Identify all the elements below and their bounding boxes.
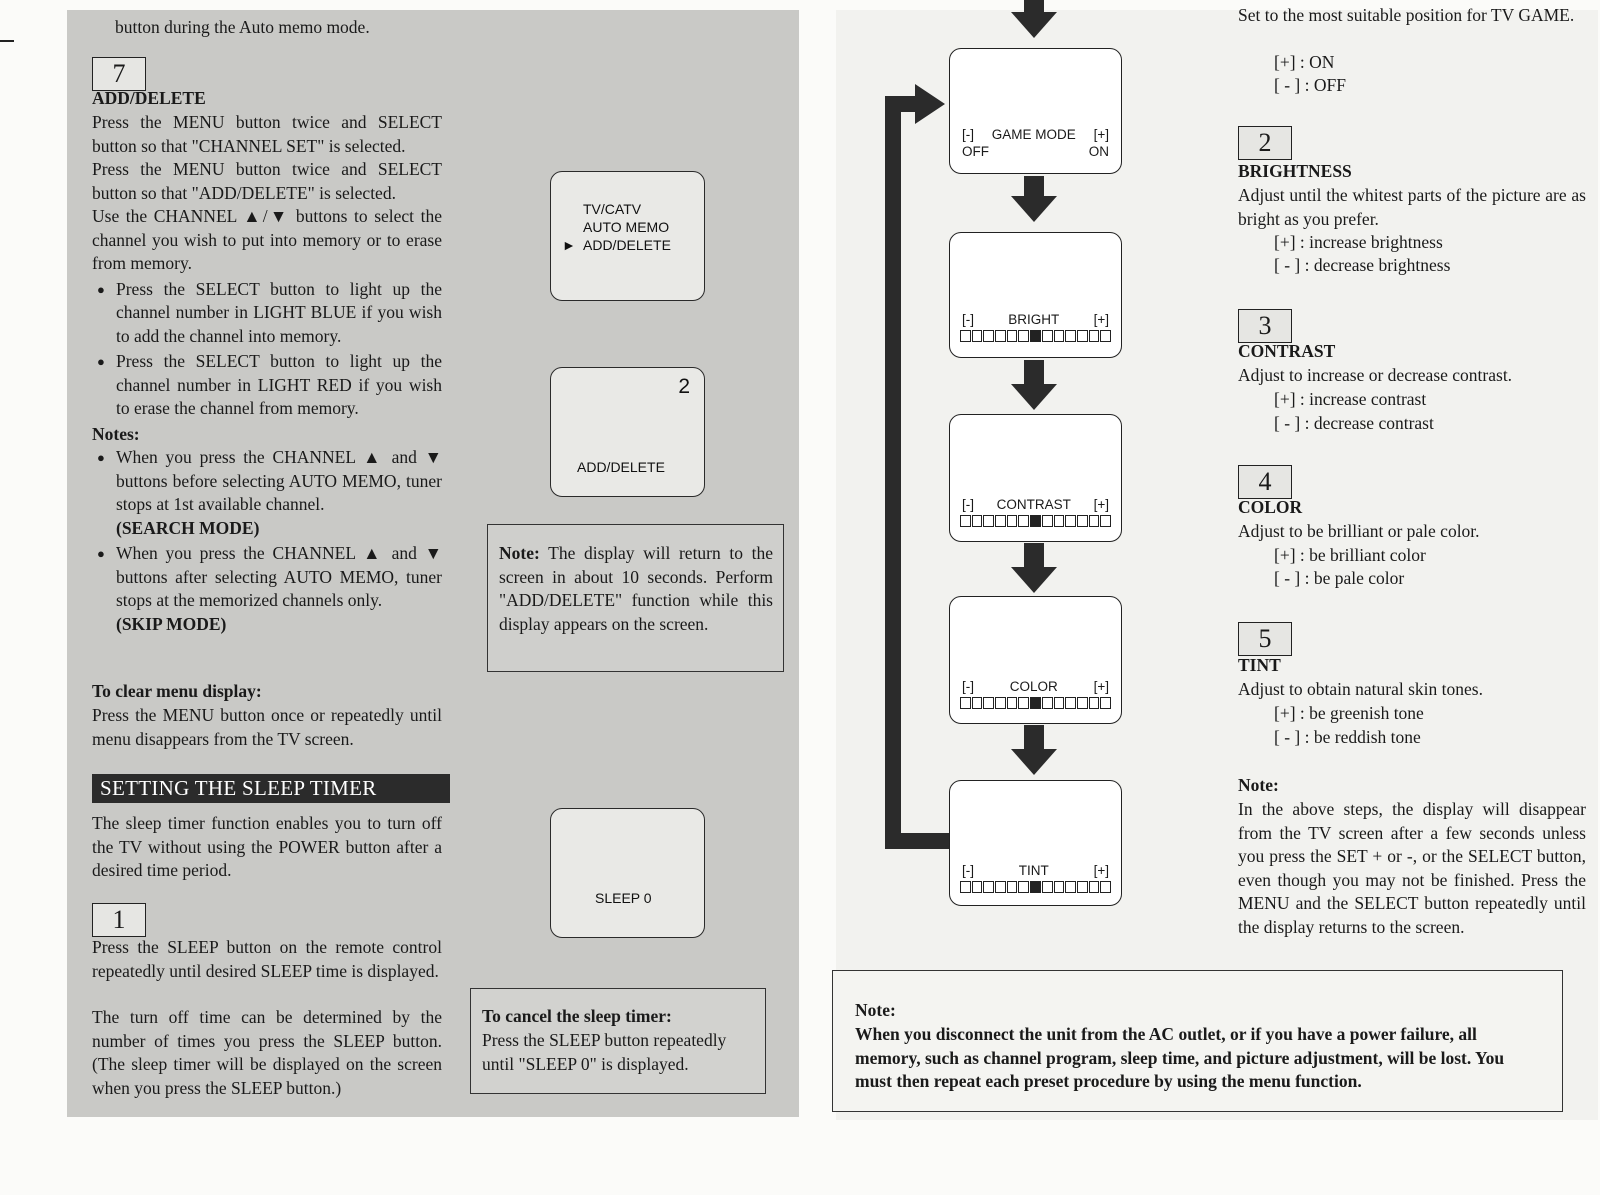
color-text: Adjust to be brilliant or pale color. xyxy=(1238,521,1480,541)
sleep-step-text-1: Press the SLEEP button on the remote control repeatedly until desired SLEEP time is displayed. xyxy=(92,937,442,981)
cancel-sleep-box xyxy=(470,988,766,1094)
sleep-timer-section-title: SETTING THE SLEEP TIMER xyxy=(92,774,450,803)
power-failure-note-label: Note: xyxy=(855,1000,896,1020)
level-cell xyxy=(995,330,1006,342)
color-label: COLOR xyxy=(1009,679,1058,694)
brightness-text: Adjust until the whitest parts of the picture are as bright as you prefer. xyxy=(1238,185,1586,229)
game-off-text: [ - ] : OFF xyxy=(1274,75,1346,95)
level-cell xyxy=(1077,330,1088,342)
level-cell xyxy=(1077,881,1088,893)
level-cell xyxy=(983,330,994,342)
bright-screen xyxy=(949,232,1122,358)
level-cell xyxy=(995,515,1006,527)
contrast-screen xyxy=(949,414,1122,542)
contrast-text: Adjust to increase or decrease contrast. xyxy=(1238,365,1513,385)
level-cell xyxy=(1030,330,1041,342)
add-delete-screen-label: ADD/DELETE xyxy=(577,459,665,475)
tint-heading: TINT xyxy=(1238,655,1281,675)
game-on-option xyxy=(1238,51,1334,75)
game-label: GAME MODE xyxy=(991,127,1076,142)
loop-arrow-bottom xyxy=(885,833,951,849)
level-cell xyxy=(972,330,983,342)
level-cell xyxy=(1089,515,1100,527)
sleep-intro-text: The sleep timer function enables you to turn off the TV without using the POWER button after a desired time period. xyxy=(92,813,442,880)
brightness-heading: BRIGHTNESS xyxy=(1238,161,1352,181)
game-minus: [-] xyxy=(962,127,974,142)
brightness-minus: [ - ] : decrease brightness xyxy=(1274,255,1451,275)
flow-arrow-1-icon xyxy=(1011,196,1057,222)
level-cell xyxy=(1089,697,1100,709)
level-cell xyxy=(960,515,971,527)
contrast-minus: [ - ] : decrease contrast xyxy=(1274,413,1434,433)
game-plus: [+] xyxy=(1093,127,1109,142)
right-note-label: Note: xyxy=(1238,775,1279,795)
sleep-screen xyxy=(550,808,705,938)
menu-line-auto-memo: AUTO MEMO xyxy=(583,219,670,235)
tint-row xyxy=(962,863,1109,878)
contrast-heading: CONTRAST xyxy=(1238,341,1336,361)
level-cell xyxy=(1018,330,1029,342)
level-cell xyxy=(1054,330,1065,342)
game-mode-row xyxy=(962,127,1109,142)
contrast-plus: [+] : increase contrast xyxy=(1274,389,1427,409)
flow-arrow-stem-4 xyxy=(1024,725,1044,749)
level-cell xyxy=(1089,330,1100,342)
loop-arrow-vertical xyxy=(885,96,901,849)
game-off-option xyxy=(1238,74,1346,98)
loop-arrow-top xyxy=(885,96,915,112)
level-cell xyxy=(1018,515,1029,527)
add-delete-para-2: Press the MENU button twice and SELECT button so that "ADD/DELETE" is selected. xyxy=(92,159,442,203)
color-heading: COLOR xyxy=(1238,497,1303,517)
level-cell xyxy=(1065,515,1076,527)
color-row xyxy=(962,679,1109,694)
right-page-panel xyxy=(836,10,1598,1120)
flow-arrow-stem-1 xyxy=(1024,176,1044,196)
level-cell xyxy=(1054,881,1065,893)
game-on-text: [+] : ON xyxy=(1274,52,1335,72)
contrast-minus: [-] xyxy=(962,497,974,512)
color-plus: [+] : be brilliant color xyxy=(1274,545,1426,565)
menu-line-tvcatv: TV/CATV xyxy=(583,201,642,217)
game-off: OFF xyxy=(962,144,989,159)
notes-label: Notes: xyxy=(92,423,140,444)
color-screen xyxy=(949,596,1122,724)
bright-row xyxy=(962,312,1109,327)
add-delete-bullet-2: ● Press the SELECT button to light up the channel number in LIGHT RED if you wish to erase the channel from memory. xyxy=(92,350,442,421)
contrast-level-bar xyxy=(960,515,1111,527)
color-minus: [-] xyxy=(962,679,974,694)
level-cell xyxy=(1018,697,1029,709)
contrast-row xyxy=(962,497,1109,512)
level-cell xyxy=(983,697,994,709)
display-note-box xyxy=(487,524,784,672)
game-on: ON xyxy=(1088,144,1109,159)
level-cell xyxy=(1100,515,1111,527)
level-cell xyxy=(995,881,1006,893)
level-cell xyxy=(1007,515,1018,527)
level-cell xyxy=(983,515,994,527)
color-plus: [+] xyxy=(1093,679,1109,694)
add-delete-para-1: Press the MENU button twice and SELECT button so that "CHANNEL SET" is selected. xyxy=(92,112,442,156)
level-cell xyxy=(1042,881,1053,893)
top-line: button during the Auto memo mode. xyxy=(115,17,370,37)
tint-label: TINT xyxy=(1018,863,1049,878)
level-cell xyxy=(1030,697,1041,709)
level-cell xyxy=(1042,697,1053,709)
level-cell xyxy=(960,697,971,709)
tint-text: Adjust to obtain natural skin tones. xyxy=(1238,679,1483,699)
tint-screen xyxy=(949,780,1122,906)
add-delete-heading: ADD/DELETE xyxy=(92,88,206,108)
color-minus: [ - ] : be pale color xyxy=(1274,568,1405,588)
skip-mode-label: (SKIP MODE) xyxy=(116,613,227,634)
step-3-box: 3 xyxy=(1238,309,1292,343)
level-cell xyxy=(1007,697,1018,709)
contrast-label: CONTRAST xyxy=(996,497,1071,512)
add-delete-bullet-1: ● Press the SELECT button to light up the channel number in LIGHT BLUE if you wish to add the channel into memory. xyxy=(92,278,442,349)
level-cell xyxy=(972,515,983,527)
level-cell xyxy=(1030,515,1041,527)
flow-arrow-3-icon xyxy=(1011,567,1057,593)
level-cell xyxy=(1065,697,1076,709)
page-edge-mark xyxy=(0,40,14,42)
level-cell xyxy=(1042,330,1053,342)
menu-line-add-delete: ADD/DELETE xyxy=(583,237,671,253)
menu-screen xyxy=(550,171,705,301)
level-cell xyxy=(1042,515,1053,527)
level-cell xyxy=(983,881,994,893)
level-cell xyxy=(1007,330,1018,342)
sleep-step-text-2: The turn off time can be determined by the number of times you press the SLEEP button. (The sleep timer will be displayed on the screen when you press the SLEEP button.) xyxy=(92,1007,442,1098)
level-cell xyxy=(1065,330,1076,342)
add-delete-body xyxy=(92,111,442,636)
search-mode-label: (SEARCH MODE) xyxy=(116,517,260,538)
display-note-body: The display will return to the screen in about 10 seconds. Perform "ADD/DELETE" function while this display appears on the screen. xyxy=(499,543,773,634)
level-cell xyxy=(1077,515,1088,527)
add-delete-para-3: Use the CHANNEL ▲/▼ buttons to select the channel you wish to put into memory or to erase from memory. xyxy=(92,206,442,273)
sleep-screen-label: SLEEP 0 xyxy=(595,890,652,906)
level-cell xyxy=(995,697,1006,709)
tint-minus: [-] xyxy=(962,863,974,878)
power-failure-note-text: When you disconnect the unit from the AC outlet, or if you have a power failure, all memory, such as channel program, sleep time, and picture adjustment, will be lost. You must then repeat each preset procedure by using the menu function. xyxy=(855,1024,1505,1091)
step-4-box: 4 xyxy=(1238,465,1292,499)
menu-pointer-icon: ► xyxy=(562,237,576,253)
cancel-sleep-text: Press the SLEEP button repeatedly until "SLEEP 0" is displayed. xyxy=(482,1030,727,1074)
level-cell xyxy=(960,881,971,893)
level-cell xyxy=(1100,697,1111,709)
tint-plus: [+] xyxy=(1093,863,1109,878)
game-mode-screen xyxy=(949,48,1122,174)
right-note-text: In the above steps, the display will disappear from the TV screen after a few seconds unless you press the SET + or -, or the SELECT button, even though you may not be finished. Press the MENU and the SELECT button repeatedly until the display returns to the screen. xyxy=(1238,799,1586,937)
level-cell xyxy=(1077,697,1088,709)
step-5-box: 5 xyxy=(1238,622,1292,656)
color-level-bar xyxy=(960,697,1111,709)
bright-level-bar xyxy=(960,330,1111,342)
level-cell xyxy=(1100,881,1111,893)
bright-label: BRIGHT xyxy=(1008,312,1060,327)
level-cell xyxy=(1065,881,1076,893)
step-7-box: 7 xyxy=(92,57,146,91)
display-note-text xyxy=(499,542,773,636)
tint-plus: [+] : be greenish tone xyxy=(1274,703,1424,723)
tint-level-bar xyxy=(960,881,1111,893)
level-cell xyxy=(1030,881,1041,893)
flow-arrow-2-icon xyxy=(1011,384,1057,410)
note-skip-bullet: ● When you press the CHANNEL ▲ and ▼ buttons after selecting AUTO MEMO, tuner stops at the memorized channels only. xyxy=(92,542,442,613)
channel-number: 2 xyxy=(678,375,690,398)
step-2-box: 2 xyxy=(1238,126,1292,160)
level-cell xyxy=(972,697,983,709)
cancel-sleep-heading: To cancel the sleep timer: xyxy=(482,1006,672,1026)
display-note-label: Note: xyxy=(499,543,540,563)
note-search-bullet: ● When you press the CHANNEL ▲ and ▼ buttons before selecting AUTO MEMO, tuner stops at 1st available channel. xyxy=(92,446,442,517)
bright-minus: [-] xyxy=(962,312,974,327)
level-cell xyxy=(1089,881,1100,893)
flow-arrow-stem-2 xyxy=(1024,360,1044,384)
level-cell xyxy=(1007,881,1018,893)
tint-minus: [ - ] : be reddish tone xyxy=(1274,727,1421,747)
flow-arrow-4-icon xyxy=(1011,749,1057,775)
game-text: Set to the most suitable position for TV GAME. xyxy=(1238,5,1575,25)
level-cell xyxy=(1100,330,1111,342)
clear-menu-text: Press the MENU button once or repeatedly until menu disappears from the TV screen. xyxy=(92,705,442,749)
loop-arrow-head-icon xyxy=(915,84,945,124)
bright-plus: [+] xyxy=(1093,312,1109,327)
level-cell xyxy=(1018,881,1029,893)
add-delete-screen xyxy=(550,367,705,497)
power-failure-note-box xyxy=(832,970,1563,1112)
clear-menu-heading: To clear menu display: xyxy=(92,681,262,701)
step-1-box: 1 xyxy=(92,903,146,937)
level-cell xyxy=(1054,515,1065,527)
flow-arrow-top-icon xyxy=(1011,12,1057,38)
brightness-plus: [+] : increase brightness xyxy=(1274,232,1443,252)
flow-arrow-stem-top xyxy=(1024,0,1044,12)
level-cell xyxy=(1054,697,1065,709)
contrast-plus: [+] xyxy=(1093,497,1109,512)
flow-arrow-stem-3 xyxy=(1024,543,1044,567)
game-state-row xyxy=(962,144,1109,159)
level-cell xyxy=(960,330,971,342)
level-cell xyxy=(972,881,983,893)
